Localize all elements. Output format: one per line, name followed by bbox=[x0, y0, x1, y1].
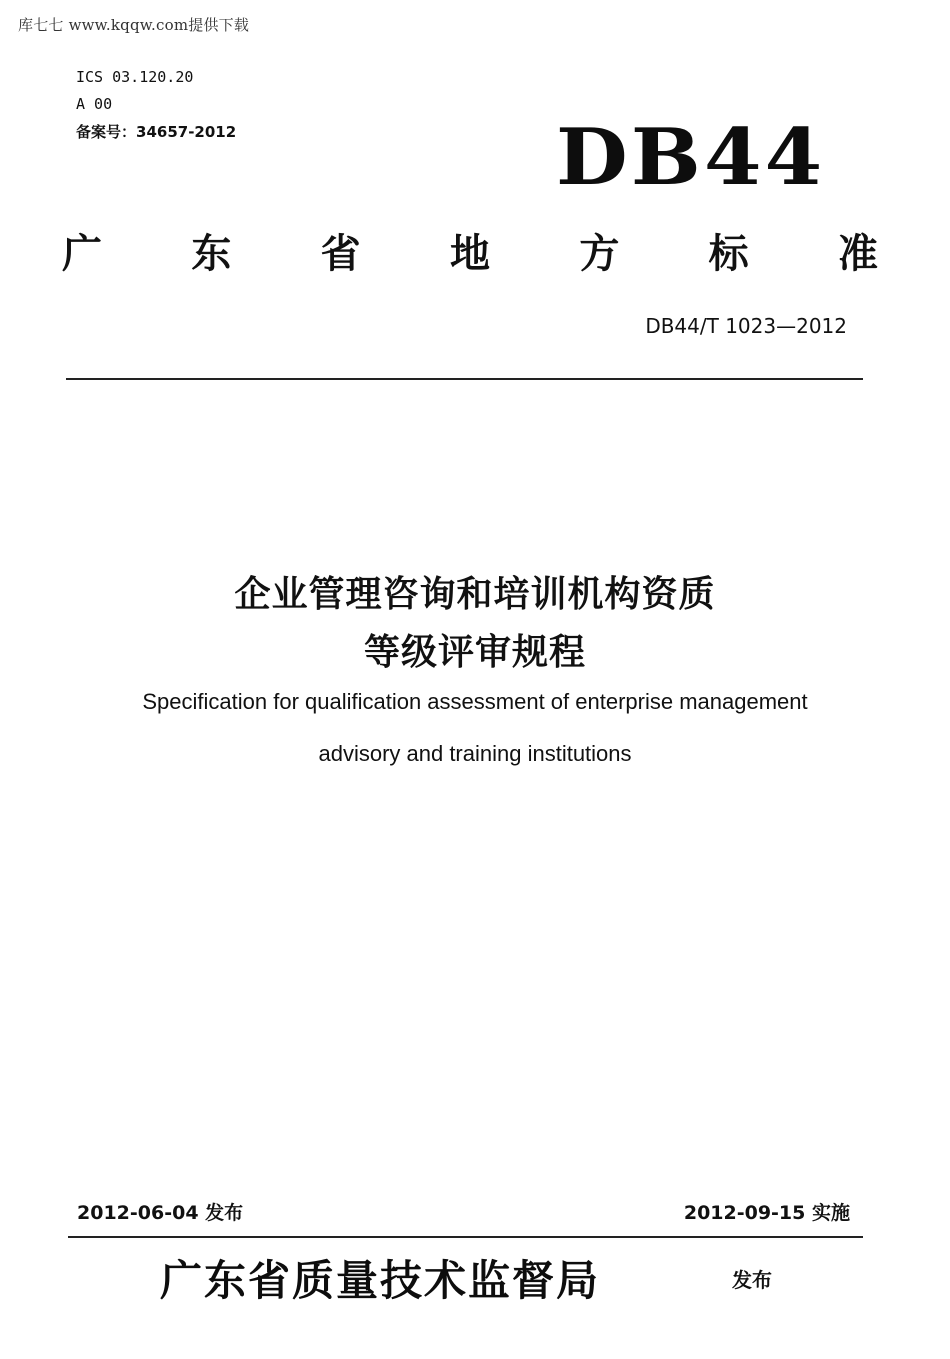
implement-date: 2012-09-15 实施 bbox=[683, 1202, 850, 1224]
issuer-name: 广东省质量技术监督局 bbox=[160, 1256, 601, 1305]
standard-code: DB44 bbox=[556, 112, 826, 203]
title-en-line2: advisory and training institutions bbox=[318, 741, 632, 766]
category-char: 广 bbox=[62, 231, 102, 277]
record-label: 备案号： bbox=[76, 123, 137, 141]
title-cn-line2: 等级评审规程 bbox=[363, 632, 586, 673]
watermark-text: 库七七 www.kqqw.com提供下载 bbox=[18, 16, 250, 34]
publish-date: 2012-06-04 发布 bbox=[77, 1202, 244, 1224]
record-number: 34657-2012 bbox=[136, 123, 237, 141]
category-char: 省 bbox=[320, 231, 361, 277]
record-number-line bbox=[76, 121, 236, 142]
class-code: A 00 bbox=[76, 95, 113, 113]
top-divider bbox=[66, 378, 863, 380]
category-char: 标 bbox=[708, 231, 749, 277]
title-en-line1: Specification for qualification assessment of enterprise management bbox=[142, 689, 808, 714]
category-char: 东 bbox=[191, 231, 232, 277]
issuer-suffix: 发布 bbox=[732, 1268, 772, 1292]
category-char: 准 bbox=[837, 231, 878, 277]
category-title bbox=[60, 222, 880, 279]
category-char: 方 bbox=[579, 231, 620, 277]
bottom-divider bbox=[68, 1236, 863, 1238]
title-cn-line1: 企业管理咨询和培训机构资质 bbox=[234, 574, 716, 615]
ics-code: ICS 03.120.20 bbox=[76, 68, 194, 86]
standard-number: DB44/T 1023—2012 bbox=[645, 314, 847, 338]
category-char: 地 bbox=[449, 231, 490, 277]
